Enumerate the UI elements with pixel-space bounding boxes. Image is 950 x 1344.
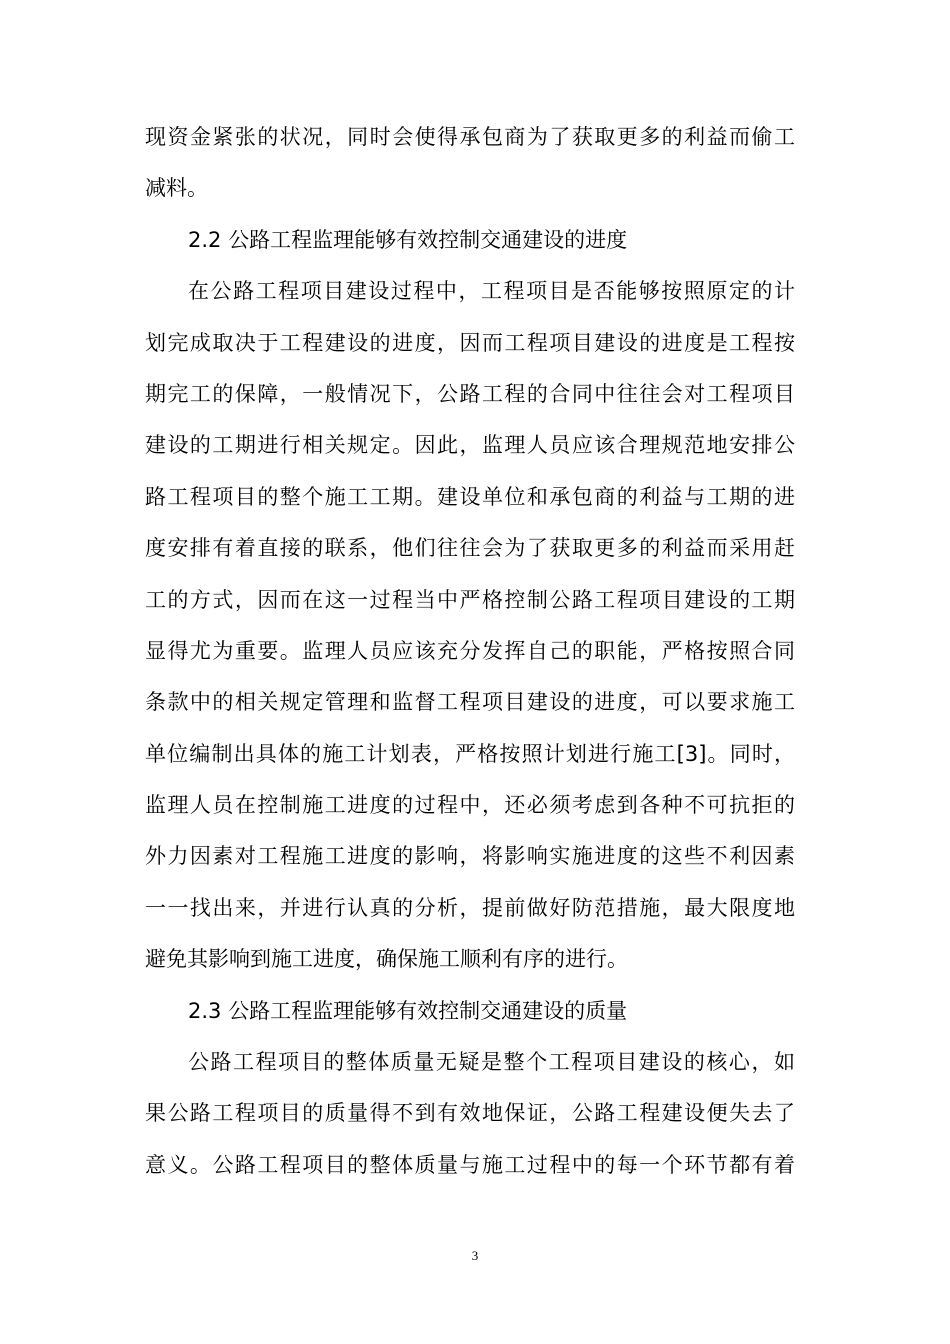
paragraph-line: 现资金紧张的状况，同时会使得承包商为了获取更多的利益而偷工 — [145, 125, 795, 149]
paragraph-line: 显得尤为重要。监理人员应该充分发挥自己的职能，严格按照合同 — [145, 638, 795, 663]
paragraph-line: 公路工程项目的整体质量无疑是整个工程项目建设的核心，如 — [188, 1050, 795, 1075]
paragraph-line: 外力因素对工程施工进度的影响，将影响实施进度的这些不利因素 — [145, 844, 795, 869]
paragraph-line: 减料。 — [145, 176, 208, 201]
paragraph-line: 一一找出来，并进行认真的分析，提前做好防范措施，最大限度地 — [145, 895, 795, 920]
paragraph-line: 监理人员在控制施工进度的过程中，还必须考虑到各种不可抗拒的 — [145, 793, 795, 818]
section-heading-2-3: 2.3 公路工程监理能够有效控制交通建设的质量 — [188, 998, 628, 1023]
paragraph-line: 在公路工程项目建设过程中，工程项目是否能够按照原定的计 — [188, 279, 795, 304]
paragraph-line: 划完成取决于工程建设的进度，因而工程项目建设的进度是工程按 — [145, 330, 795, 355]
section-heading-2-2: 2.2 公路工程监理能够有效控制交通建设的进度 — [188, 227, 628, 252]
page-number: 3 — [471, 1248, 479, 1263]
paragraph-line: 果公路工程项目的质量得不到有效地保证，公路工程建设便失去了 — [145, 1101, 795, 1126]
body-text — [145, 112, 795, 1191]
paragraph-line: 路工程项目的整个施工工期。建设单位和承包商的利益与工期的进 — [145, 484, 795, 509]
paragraph-line: 意义。公路工程项目的整体质量与施工过程中的每一个环节都有着 — [145, 1152, 795, 1177]
paragraph-line: 条款中的相关规定管理和监督工程项目建设的进度，可以要求施工 — [145, 690, 795, 715]
paragraph-line: 建设的工期进行相关规定。因此，监理人员应该合理规范地安排公 — [145, 433, 795, 458]
paragraph-line: 避免其影响到施工进度，确保施工顺利有序的进行。 — [145, 947, 628, 972]
paragraph-line: 工的方式，因而在这一过程当中严格控制公路工程项目建设的工期 — [145, 587, 795, 612]
paragraph-line: 期完工的保障，一般情况下，公路工程的合同中往往会对工程项目 — [145, 381, 795, 406]
paragraph-line: 度安排有着直接的联系，他们往往会为了获取更多的利益而采用赶 — [145, 536, 795, 561]
paragraph-line: 单位编制出具体的施工计划表，严格按照计划进行施工[3]。同时， — [145, 741, 795, 766]
